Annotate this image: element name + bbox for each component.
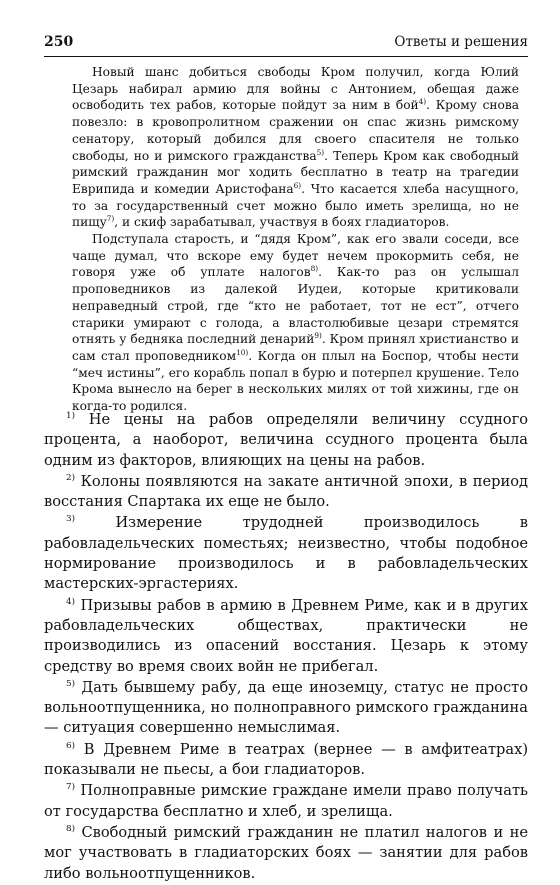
story-text-segment: . Теперь Кром как свободный римский гражданин мог ходить бесплатно в театр на трагедии Еврипида и комедии Аристофана: [72, 148, 519, 196]
story-text-segment: Новый шанс добиться свободы Кром получил, когда Юлий Цезарь набирал армию для войны с Антонием, обещая даже освободить тех рабов, которые пойдут за ним в бой: [72, 65, 519, 113]
page-number: 250: [44, 34, 74, 50]
footnote-text: Не цены на рабов определяли величину ссудного процента, а наоборот, величина ссудного процента была одним из факторов, влияющих на цены на рабов.: [44, 411, 529, 469]
story-paragraph: [72, 64, 519, 231]
footnote-number: 3): [66, 514, 75, 525]
footnote-marker: 4): [418, 97, 427, 107]
story-text-segment: . Когда он плыл на Боспор, чтобы нести “меч истины”, его корабль попал в бурю и потерпел крушение. Тело Крома вынесло на берег в нескольких милях от той хижины, где он когда-то родился.: [72, 348, 519, 414]
footnotes: [44, 410, 528, 885]
footnote-number: 2): [66, 473, 75, 484]
page-header: [44, 34, 528, 54]
story-text: [72, 64, 519, 415]
story-text-segment: . Кром принял христианство и сам стал проповедником: [72, 332, 520, 363]
footnote-marker: 5): [316, 147, 325, 157]
story-text-segment: . Как-то раз он услышал проповедников из далекой Иудеи, которые критиковали неправедный строй, где “кто не работает, тот не ест”, отчего старики умирают с голода, а властолюбивые цезари стремятся отнять у бедняка последний денарий: [72, 265, 519, 347]
running-title: Ответы и решения: [394, 34, 528, 50]
footnote: [44, 740, 528, 781]
footnote-text: Полноправные римские граждане имели право получать от государства бесплатно и хлеб, и зрелища.: [44, 782, 529, 820]
story-text-segment: . Что касается хлеба насущного, то за государственный счет можно было иметь зрелища, но не пищу: [72, 181, 519, 230]
footnote: [44, 472, 528, 513]
footnote-number: 1): [66, 411, 75, 422]
footnote-marker: 7): [106, 214, 115, 224]
footnote-marker: 9): [314, 331, 322, 341]
footnote-number: 6): [66, 740, 75, 751]
footnote-number: 5): [66, 679, 75, 689]
footnote: [44, 781, 528, 822]
footnote-number: 4): [66, 596, 75, 607]
footnote-text: Колоны появляются на закате античной эпохи, в период восстания Спартака их еще не было.: [44, 472, 529, 511]
footnote-marker: 6): [293, 180, 302, 190]
footnote: [44, 823, 528, 884]
footnote-number: 7): [66, 782, 75, 793]
footnote: [44, 513, 528, 594]
footnote-text: Призывы рабов в армию в Древнем Риме, как и в других рабовладельческих обществах, практически не производились из опасений восстания. Цезарь к этому средству во время своих войн не прибегал.: [44, 596, 529, 675]
footnote-marker: 8): [310, 264, 319, 274]
footnote-marker: 10): [236, 347, 249, 357]
footnote-text: Измерение трудодней производилось в рабовладельческих поместьях; неизвестно, чтобы подобное нормирование производилось и в рабовладельческих мастерских-эргастериях.: [44, 514, 528, 593]
footnote-text: Свободный римский гражданин не платил налогов и не мог участвовать в гладиаторских боях — занятии для рабов либо вольноотпущенников.: [44, 823, 528, 882]
footnote-number: 8): [66, 824, 75, 835]
story-text-segment: , и скиф зарабатывал, участвуя в боях гладиаторов.: [114, 215, 450, 230]
header-rule: [44, 56, 528, 57]
footnote-text: Дать бывшему рабу, да еще иноземцу, статус не просто вольноотпущенника, но полноправного римского гражданина — ситуация совершенно немыслимая.: [44, 678, 529, 737]
footnote: [44, 596, 528, 677]
footnote: [44, 410, 528, 471]
footnote-text: В Древнем Риме в театрах (вернее — в амфитеатрах) показывали не пьесы, а бои гладиаторов.: [44, 740, 529, 779]
story-text-segment: . Крому снова повезло: в кровопролитном сражении он спас жизнь римскому сенатору, который добился для своего спасителя не только свободы, но и римского гражданства: [72, 98, 519, 163]
story-text-segment: Подступала старость, и “дядя Кром”, как его звали соседи, все чаще думал, что вскоре ему будет нечем прокормить себя, не говоря уже об уплате налогов: [72, 232, 519, 280]
story-paragraph: [72, 231, 519, 415]
footnote: [44, 678, 528, 739]
